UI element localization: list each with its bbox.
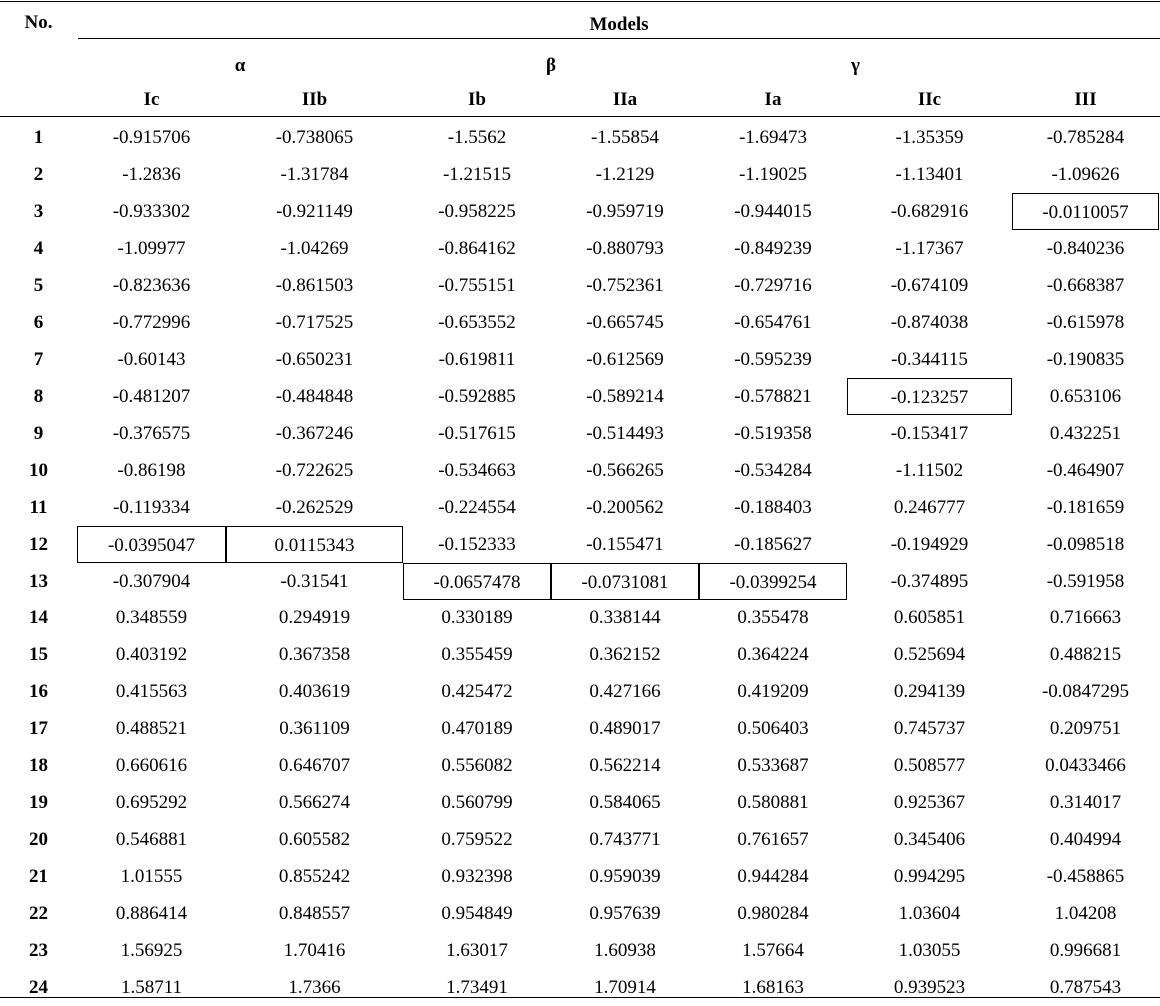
table-cell: -0.612569 [586, 348, 664, 370]
table-cell: -0.344115 [891, 348, 968, 370]
table-cell: 0.348559 [115, 607, 188, 629]
table-cell: 0.605582 [278, 829, 351, 851]
group-gamma: γ [851, 55, 860, 76]
table-cell: -0.717525 [275, 311, 354, 333]
table-cell: -0.86198 [117, 459, 186, 481]
table-cell: 1.70914 [594, 977, 656, 999]
header-no: No. [24, 12, 53, 33]
table-cell: 0.489017 [589, 718, 661, 740]
table-cell: -0.566265 [586, 459, 664, 481]
table-cell: 0.566274 [278, 792, 351, 814]
highlighted-cell: 0.0115343 [226, 526, 403, 563]
table-cell: 0.562214 [589, 755, 661, 777]
highlighted-cell: -0.0395047 [77, 526, 226, 563]
table-cell: -0.185627 [734, 533, 812, 555]
table-cell: 0.533687 [737, 755, 809, 777]
row-number: 17 [29, 718, 48, 740]
table-cell: -0.880793 [586, 237, 664, 259]
table-cell: 0.419209 [737, 681, 809, 703]
table-cell: 1.03604 [898, 903, 961, 925]
table-cell: -0.224554 [438, 496, 516, 518]
table-cell: 0.994295 [893, 866, 966, 888]
table-cell: -0.592885 [438, 385, 516, 407]
table-cell: -0.653552 [438, 311, 516, 333]
highlighted-cell: -0.0731081 [551, 563, 699, 600]
highlighted-cell: -0.0657478 [403, 563, 551, 600]
row-number: 18 [29, 755, 48, 777]
table-cell: 1.70416 [283, 940, 346, 962]
table-cell: -0.367246 [275, 422, 354, 444]
row-number: 21 [29, 866, 48, 888]
table-cell: -0.682916 [890, 200, 969, 222]
table-cell: -0.665745 [586, 311, 664, 333]
column-header-iic: IIc [917, 89, 942, 110]
column-header-iii: III [1074, 89, 1097, 110]
table-cell: 1.63017 [446, 940, 508, 962]
table-cell: -0.155471 [586, 533, 664, 555]
table-cell: -1.19025 [738, 163, 808, 185]
table-cell: 0.506403 [737, 718, 809, 740]
table-cell: 0.996681 [1049, 940, 1122, 962]
table-cell: 1.60938 [594, 940, 656, 962]
table-cell: -0.181659 [1046, 496, 1125, 518]
table-cell: -1.69473 [738, 127, 808, 148]
table-cell: -1.04269 [280, 237, 349, 259]
table-cell: 0.470189 [441, 718, 513, 740]
table-cell: -1.09626 [1051, 163, 1120, 185]
table-cell: 0.294139 [893, 681, 966, 703]
row-number: 5 [33, 274, 44, 296]
table-cell: 0.0433466 [1045, 755, 1126, 777]
column-header-ib: Ib [468, 89, 486, 110]
table-cell: -0.60143 [117, 348, 186, 370]
table-cell: 0.364224 [737, 644, 809, 666]
table-cell: 0.314017 [1049, 792, 1122, 814]
row-number: 3 [33, 200, 44, 222]
table-cell: 0.886414 [115, 903, 188, 925]
table-cell: -1.31784 [280, 163, 349, 185]
header-models: Models [589, 14, 649, 35]
table-cell: 0.209751 [1049, 718, 1122, 740]
table-cell: 1.04208 [1054, 903, 1117, 925]
table-cell: 0.361109 [279, 718, 350, 740]
table-cell: -0.874038 [890, 311, 969, 333]
table-cell: -0.464907 [1046, 459, 1125, 481]
table-cell: 0.294919 [278, 607, 351, 629]
table-cell: 0.745737 [893, 718, 966, 740]
table-cell: -1.09977 [117, 237, 186, 259]
table-cell: 0.432251 [1049, 422, 1122, 444]
table-cell: -0.840236 [1046, 237, 1125, 259]
column-header-iib: IIb [301, 89, 328, 110]
row-number: 16 [29, 681, 48, 703]
table-cell: -0.376575 [112, 422, 191, 444]
highlighted-cell: -0.123257 [847, 378, 1012, 415]
table-cell: -0.591958 [1046, 570, 1125, 592]
table-cell: 0.646707 [278, 755, 351, 777]
table-cell: 1.01555 [120, 866, 183, 888]
table-cell: 0.605851 [893, 607, 966, 629]
table-cell: 0.488521 [115, 718, 188, 740]
table-cell: 0.932398 [441, 866, 513, 888]
row-number: 12 [29, 533, 48, 555]
table-cell: -0.517615 [438, 422, 516, 444]
table-cell: 1.73491 [446, 977, 508, 999]
table-cell: 0.925367 [893, 792, 966, 814]
table-cell: -0.861503 [275, 274, 354, 296]
table-cell: -0.785284 [1046, 127, 1125, 148]
table-cell: 0.525694 [893, 644, 966, 666]
table-cell: 1.03055 [898, 940, 961, 962]
row-number: 11 [29, 496, 48, 518]
table-cell: 0.488215 [1049, 644, 1122, 666]
table-cell: -0.654761 [734, 311, 812, 333]
table-cell: -0.619811 [438, 348, 516, 370]
table-cell: -0.823636 [112, 274, 191, 296]
table-cell: -0.958225 [438, 200, 516, 222]
table-cell: 0.716663 [1049, 607, 1122, 629]
table-cell: -0.959719 [586, 200, 664, 222]
table-cell: -1.21515 [442, 163, 512, 185]
highlighted-cell: -0.0399254 [699, 563, 847, 600]
table-cell: 0.425472 [441, 681, 513, 703]
table-cell: -0.589214 [586, 385, 664, 407]
row-number: 22 [29, 903, 48, 925]
table-cell: -0.152333 [438, 533, 516, 555]
table-cell: 0.556082 [441, 755, 513, 777]
table-cell: -1.13401 [895, 163, 964, 185]
table-cell: -0.098518 [1046, 533, 1125, 555]
table-cell: -0.190835 [1046, 348, 1125, 370]
table-cell: -0.458865 [1046, 866, 1125, 888]
table-cell: -0.119334 [113, 496, 190, 518]
table-cell: 0.944284 [737, 866, 809, 888]
table-cell: 0.580881 [737, 792, 809, 814]
table-cell: 0.848557 [278, 903, 351, 925]
table-cell: -0.755151 [438, 274, 516, 296]
table-cell: -0.578821 [734, 385, 812, 407]
table-cell: -0.31541 [280, 570, 349, 592]
table-cell: 0.743771 [589, 829, 661, 851]
column-header-ic: Ic [143, 89, 160, 110]
table-cell: 0.403619 [278, 681, 351, 703]
table-cell: -1.35359 [895, 127, 964, 148]
table-cell: -1.2129 [595, 163, 655, 185]
table-cell: 0.367358 [278, 644, 351, 666]
row-number: 19 [29, 792, 48, 814]
table-cell: 0.695292 [115, 792, 188, 814]
row-number: 7 [33, 348, 44, 370]
table-cell: 0.957639 [589, 903, 661, 925]
row-number: 10 [29, 459, 48, 481]
top-rule [0, 1, 1160, 2]
table-cell: 0.560799 [441, 792, 513, 814]
row-number: 8 [33, 385, 44, 407]
table-cell: -0.674109 [890, 274, 969, 296]
table-cell: -0.944015 [734, 200, 812, 222]
column-header-iia: IIa [612, 89, 638, 110]
table-cell: 0.330189 [441, 607, 513, 629]
row-number: 9 [33, 422, 44, 444]
table-cell: -0.194929 [890, 533, 969, 555]
table-cell: -0.188403 [734, 496, 812, 518]
table-cell: -0.864162 [438, 237, 516, 259]
table-cell: 0.980284 [737, 903, 809, 925]
table-cell: 0.855242 [278, 866, 351, 888]
row-number: 20 [29, 829, 48, 851]
table-cell: -0.200562 [586, 496, 664, 518]
table-cell: 0.403192 [115, 644, 188, 666]
table-cell: 0.546881 [115, 829, 188, 851]
table-cell: 0.415563 [115, 681, 188, 703]
table-cell: -0.752361 [586, 274, 664, 296]
table-cell: 0.404994 [1049, 829, 1122, 851]
table-cell: 1.58711 [120, 977, 183, 999]
table-cell: 0.362152 [589, 644, 661, 666]
table-cell: 0.427166 [589, 681, 661, 703]
group-alpha: α [234, 55, 246, 76]
row-number: 13 [29, 570, 48, 592]
table-cell: -1.5562 [447, 127, 507, 148]
table-cell: -0.921149 [276, 200, 353, 222]
table-cell: -0.153417 [890, 422, 969, 444]
table-cell: 0.759522 [441, 829, 513, 851]
table-cell: 0.954849 [441, 903, 513, 925]
row-number: 1 [33, 127, 44, 148]
table-cell: 0.660616 [115, 755, 188, 777]
table-cell: 0.959039 [589, 866, 661, 888]
table-cell: -0.0847295 [1041, 681, 1130, 703]
table-cell: 0.584065 [589, 792, 661, 814]
column-header-ia: Ia [764, 89, 782, 110]
row-number: 24 [29, 977, 48, 999]
table-cell: -0.722625 [275, 459, 354, 481]
table-cell: -0.519358 [734, 422, 812, 444]
bottom-rule [0, 997, 1160, 998]
table-cell: 0.345406 [893, 829, 966, 851]
table-cell: -0.514493 [586, 422, 664, 444]
row-number: 23 [29, 940, 48, 962]
table-cell: 1.57664 [742, 940, 804, 962]
group-beta: β [545, 55, 556, 76]
table-cell: -0.738065 [275, 127, 354, 148]
table-cell: -1.55854 [590, 127, 660, 148]
table-cell: -1.11502 [895, 459, 964, 481]
table-cell: -0.534284 [734, 459, 812, 481]
table-cell: -0.849239 [734, 237, 812, 259]
table-cell: -0.481207 [112, 385, 191, 407]
table-cell: -1.2836 [122, 163, 181, 185]
table-cell: 0.653106 [1049, 385, 1122, 407]
table-cell: -0.772996 [112, 311, 191, 333]
table-cell: 0.939523 [893, 977, 966, 999]
row-number: 4 [33, 237, 44, 259]
table-cell: 0.338144 [589, 607, 661, 629]
table-cell: -0.933302 [112, 200, 191, 222]
table-cell: -0.262529 [275, 496, 354, 518]
table-cell: 1.68163 [742, 977, 804, 999]
table-cell: 0.508577 [893, 755, 966, 777]
header-rule [0, 116, 1160, 117]
table-cell: -0.729716 [734, 274, 812, 296]
table-cell: 0.787543 [1049, 977, 1122, 999]
row-number: 14 [29, 607, 48, 629]
table-cell: -0.484848 [275, 385, 354, 407]
table-cell: -0.307904 [112, 570, 191, 592]
table-cell: -1.17367 [895, 237, 964, 259]
row-number: 15 [29, 644, 48, 666]
table-cell: -0.534663 [438, 459, 516, 481]
table-cell: -0.668387 [1046, 274, 1125, 296]
row-number: 2 [33, 163, 44, 185]
table-cell: 0.355478 [737, 607, 809, 629]
table-cell: 0.761657 [737, 829, 809, 851]
table-cell: -0.650231 [275, 348, 354, 370]
table-cell: -0.374895 [890, 570, 969, 592]
table-cell: 1.56925 [120, 940, 183, 962]
row-number: 6 [33, 311, 44, 333]
table-cell: 0.355459 [441, 644, 513, 666]
table-cell: 1.7366 [288, 977, 341, 999]
table-cell: 0.246777 [893, 496, 966, 518]
highlighted-cell: -0.0110057 [1012, 193, 1159, 230]
models-rule [78, 38, 1160, 39]
table-cell: -0.595239 [734, 348, 812, 370]
table-cell: -0.915706 [112, 127, 191, 148]
table-cell: -0.615978 [1046, 311, 1125, 333]
